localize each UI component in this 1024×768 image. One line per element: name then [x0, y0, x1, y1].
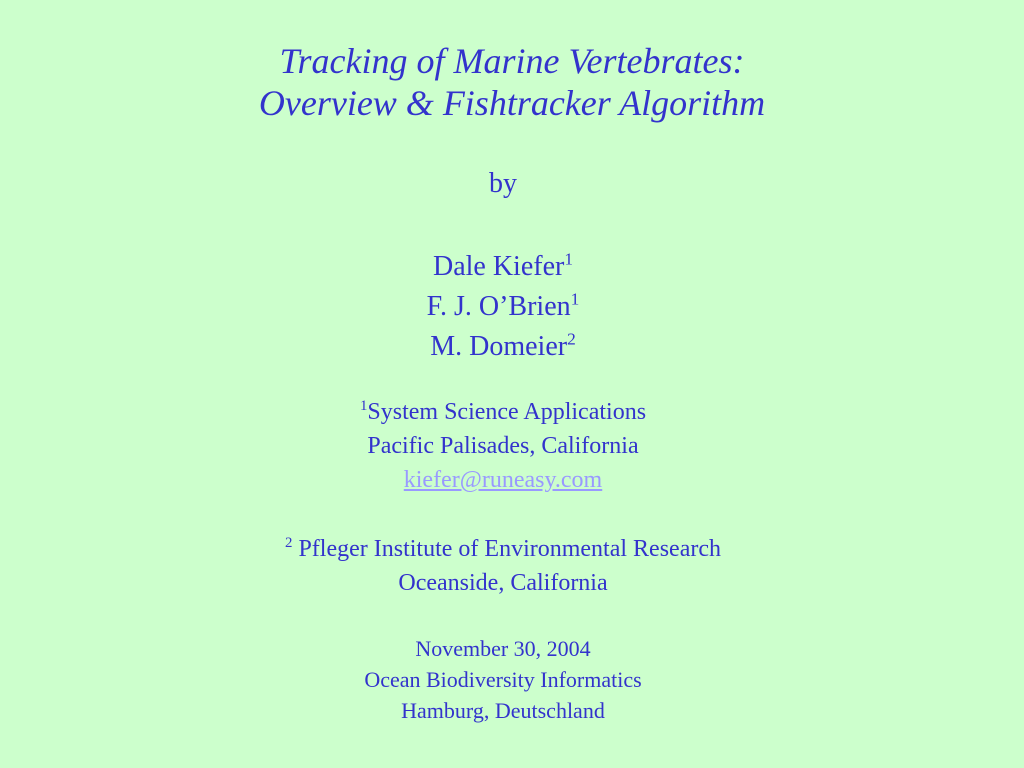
affiliation-org: $^2$ Pfleger Institute of Environmental Research	[285, 535, 721, 562]
affiliation-marker: 1	[359, 398, 368, 415]
affiliation-location: Oceanside, California	[398, 570, 608, 596]
event-place: Hamburg, Deutschland	[401, 698, 605, 723]
affiliation-org: $^1$System Science Applications	[359, 398, 647, 425]
author-affiliation-marker: 2	[567, 329, 576, 349]
author-name: F. J. O’Brien$^1$	[426, 289, 580, 322]
author-list	[0, 247, 1006, 367]
affiliation-2	[0, 532, 1006, 600]
event-info	[0, 633, 1006, 726]
affiliation-marker: 2	[285, 535, 293, 552]
event-name: Ocean Biodiversity Informatics	[364, 667, 642, 692]
email-link[interactable]: kiefer@runeasy.com	[403, 467, 603, 493]
title-line-1: Tracking of Marine Vertebrates:	[279, 41, 745, 81]
author-name: Dale Kiefer$^1$	[432, 249, 574, 282]
author-name: M. Domeier$^2$	[430, 329, 576, 362]
title-line-2: Overview & Fishtracker Algorithm	[258, 83, 766, 123]
author-affiliation-marker: 1	[564, 249, 574, 269]
slide-title	[0, 40, 1024, 124]
event-date: November 30, 2004	[415, 636, 591, 661]
affiliation-location: Pacific Palisades, California	[367, 433, 639, 459]
affiliation-1	[0, 395, 1006, 497]
author-affiliation-marker: 1	[570, 289, 580, 309]
by-label: by	[489, 168, 517, 199]
